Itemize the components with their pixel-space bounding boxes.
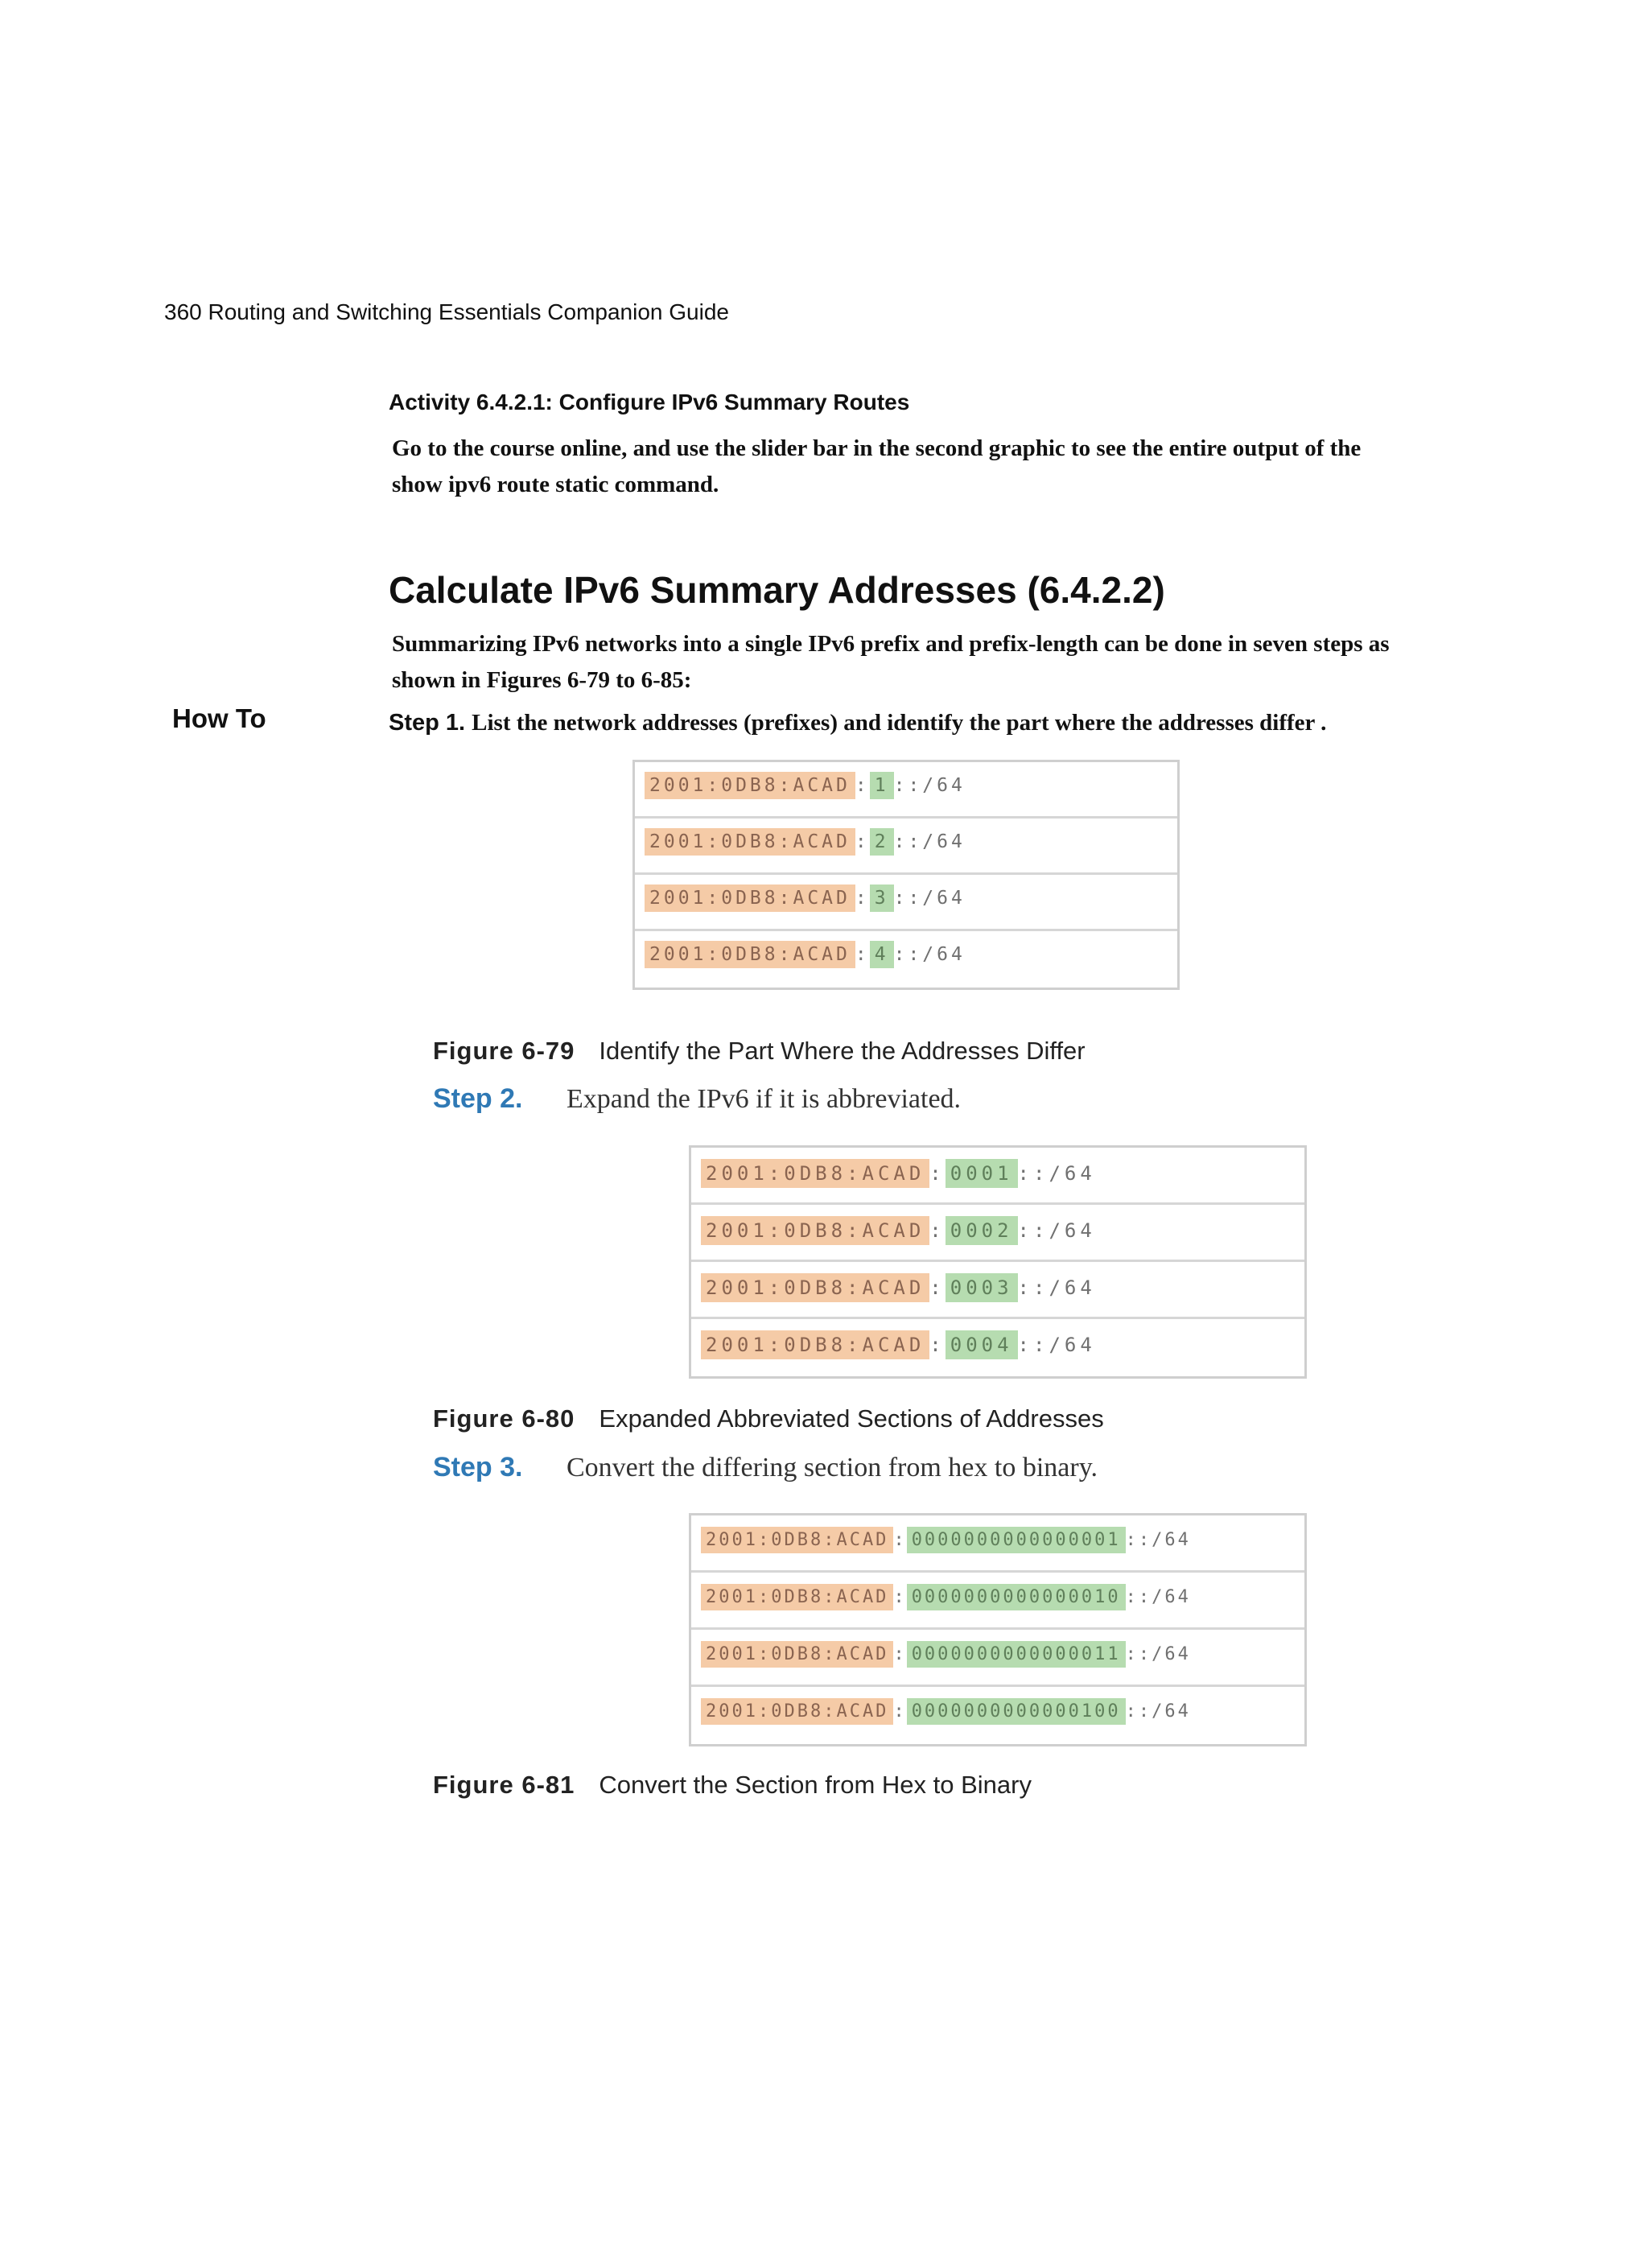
step-2: [433, 1083, 961, 1115]
activity-body: Go to the course online, and use the slider bar in the second graphic to see the entire output of the show ipv6 route static command.: [392, 435, 1362, 497]
figure-6-79-graphic: [632, 760, 1180, 990]
figure-caption-text: Identify the Part Where the Addresses Differ: [599, 1037, 1086, 1065]
activity-title: Activity 6.4.2.1: Configure IPv6 Summary Routes: [389, 390, 910, 414]
figure-6-80-graphic: [689, 1145, 1307, 1379]
common-prefix: 2001:0DB8:ACAD: [701, 1216, 929, 1245]
figure-6-79-caption: [433, 1037, 1086, 1066]
step-3-number: Step 3.: [433, 1452, 523, 1482]
common-prefix: 2001:0DB8:ACAD: [701, 1159, 929, 1188]
step-3: [433, 1452, 1098, 1483]
common-prefix: 2001:0DB8:ACAD: [645, 828, 855, 856]
address-row: 2001:0DB8:ACAD : 0000000000000100 ::/64: [691, 1687, 1304, 1744]
step-2-text: Expand the IPv6 if it is abbreviated.: [566, 1084, 962, 1114]
address-row: 2001:0DB8:ACAD : 0003 ::/64: [691, 1262, 1304, 1319]
common-prefix: 2001:0DB8:ACAD: [701, 1527, 893, 1553]
figure-caption-text: Expanded Abbreviated Sections of Addresses: [599, 1404, 1104, 1433]
step-1-number: Step 1.: [389, 710, 466, 736]
common-prefix: 2001:0DB8:ACAD: [645, 941, 855, 968]
section-intro: Summarizing IPv6 networks into a single IPv6 prefix and prefix-length can be done in seven steps as shown in Figures 6-79 to 6-85:: [392, 631, 1390, 693]
address-row: 2001:0DB8:ACAD : 4 ::/64: [635, 931, 1177, 988]
differing-section: 0002: [946, 1216, 1018, 1245]
differing-section: 0003: [946, 1273, 1018, 1302]
step-1-text: List the network addresses (prefixes) and identify the part where the addresses differ .: [472, 710, 1327, 736]
address-row: 2001:0DB8:ACAD : 0001 ::/64: [691, 1148, 1304, 1205]
address-row: 2001:0DB8:ACAD : 0000000000000001 ::/64: [691, 1515, 1304, 1573]
address-row: 2001:0DB8:ACAD : 0002 ::/64: [691, 1205, 1304, 1262]
differing-section: 0000000000000001: [907, 1527, 1126, 1553]
common-prefix: 2001:0DB8:ACAD: [701, 1584, 893, 1610]
differing-section: 3: [870, 885, 894, 912]
step-3-text: Convert the differing section from hex to binary.: [566, 1453, 1098, 1482]
figure-number: Figure 6-81: [433, 1771, 575, 1799]
address-row: 2001:0DB8:ACAD : 0000000000000010 ::/64: [691, 1573, 1304, 1630]
figure-number: Figure 6-79: [433, 1037, 575, 1065]
address-row: 2001:0DB8:ACAD : 3 ::/64: [635, 875, 1177, 931]
section-title: Calculate IPv6 Summary Addresses (6.4.2.2): [389, 569, 1165, 611]
common-prefix: 2001:0DB8:ACAD: [701, 1641, 893, 1668]
step-2-number: Step 2.: [433, 1083, 523, 1114]
figure-number: Figure 6-80: [433, 1404, 575, 1433]
address-row: 2001:0DB8:ACAD : 1 ::/64: [635, 762, 1177, 819]
how-to-label: How To: [172, 703, 266, 733]
differing-section: 0000000000000010: [907, 1584, 1126, 1610]
common-prefix: 2001:0DB8:ACAD: [701, 1698, 893, 1725]
address-row: 2001:0DB8:ACAD : 0000000000000011 ::/64: [691, 1630, 1304, 1687]
differing-section: 2: [870, 828, 894, 856]
figure-6-80-caption: [433, 1404, 1104, 1433]
differing-section: 0000000000000011: [907, 1641, 1126, 1668]
differing-section: 4: [870, 941, 894, 968]
common-prefix: 2001:0DB8:ACAD: [645, 885, 855, 912]
figure-6-81-graphic: [689, 1513, 1307, 1746]
step-1: [389, 708, 1326, 737]
differing-section: 0004: [946, 1330, 1018, 1359]
common-prefix: 2001:0DB8:ACAD: [645, 772, 855, 799]
differing-section: 0000000000000100: [907, 1698, 1126, 1725]
address-row: 2001:0DB8:ACAD : 0004 ::/64: [691, 1319, 1304, 1376]
figure-caption-text: Convert the Section from Hex to Binary: [599, 1771, 1032, 1799]
differing-section: 0001: [946, 1159, 1018, 1188]
address-row: 2001:0DB8:ACAD : 2 ::/64: [635, 819, 1177, 875]
figure-6-81-caption: [433, 1771, 1032, 1800]
differing-section: 1: [870, 772, 894, 799]
common-prefix: 2001:0DB8:ACAD: [701, 1330, 929, 1359]
running-head: 360 Routing and Switching Essentials Companion Guide: [164, 299, 729, 324]
common-prefix: 2001:0DB8:ACAD: [701, 1273, 929, 1302]
